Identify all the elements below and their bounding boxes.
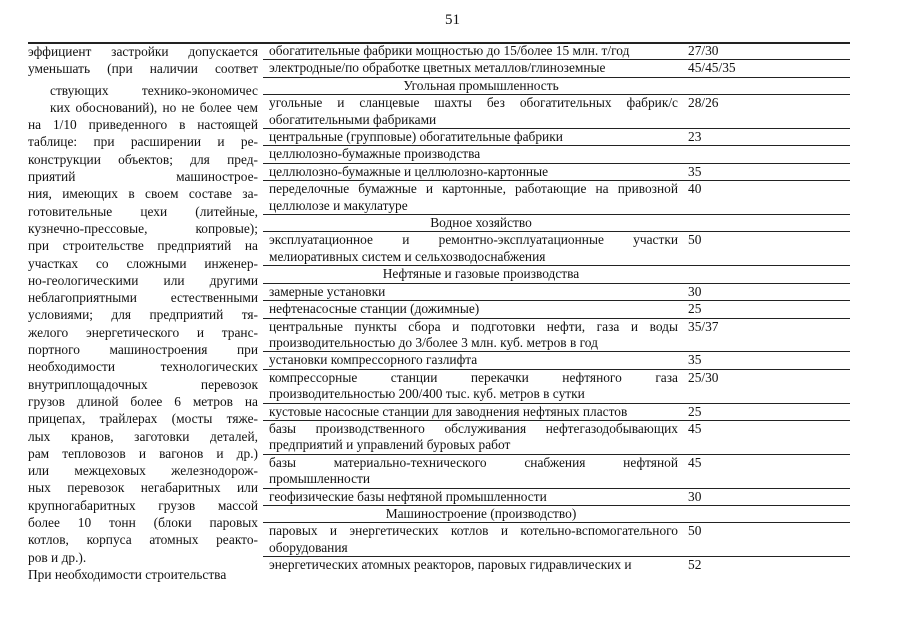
row-value: 45	[688, 454, 702, 470]
row-name: эксплуатационное и ремонтно-эксплуатационные участки мелиоративных систем и сельхозводоснабжения	[269, 232, 678, 264]
row-value: 35	[688, 163, 702, 179]
row-name: установки компрессорного газлифта	[269, 352, 478, 368]
row-value: 25/30	[688, 369, 719, 385]
left-text-line: желого энергетического и транс-	[28, 324, 258, 340]
regulation-table	[28, 42, 850, 582]
row-name: геофизические базы нефтяной промышленности	[269, 488, 547, 504]
table-row	[263, 523, 850, 557]
left-text-line: неблагоприятными естественными	[28, 290, 258, 306]
row-name: кустовые насосные станции для заводнения нефтяных пластов	[269, 403, 628, 419]
row-name: центральные (групповые) обогатительные фабрики	[269, 129, 563, 145]
table-row	[263, 181, 850, 215]
row-value: 35	[688, 352, 702, 368]
left-text-line: внутриплощадочных перевозок	[28, 376, 258, 392]
left-text-block	[28, 82, 258, 566]
table-row	[263, 301, 850, 318]
table-row	[263, 60, 850, 77]
row-name: обогатительные фабрики мощностью до 15/более 15 млн. т/год	[269, 43, 630, 58]
left-text-line: ких обоснований), но не более чем	[50, 99, 258, 115]
left-text-line: уменьшать (при наличии соответ	[28, 61, 258, 77]
left-text-line: котлов, корпуса атомных реакто-	[28, 532, 258, 548]
left-text-line: рам тепловозов и вагонов и др.)	[28, 445, 258, 461]
row-name: электродные/по обработке цветных металлов/глиноземные	[269, 60, 606, 76]
left-text-line: крупногабаритных грузов массой	[28, 497, 258, 513]
left-text-line: приятий машинострое-	[28, 169, 258, 185]
left-text-line: конструкции объектов; для пред-	[28, 151, 258, 167]
category-row	[263, 215, 850, 232]
category-name: Нефтяные и газовые производства	[382, 266, 580, 282]
left-text-line: более 10 тонн (блоки паровых	[28, 515, 258, 531]
category-name: Угольная промышленность	[403, 77, 559, 93]
row-name: нефтенасосные станции (дожимные)	[269, 301, 480, 317]
left-text-line: но-геологическими или другими	[28, 272, 258, 288]
row-name: угольные и сланцевые шахты без обогатительных фабрик/с обогатительными фабриками	[269, 95, 678, 127]
table-rows	[263, 43, 850, 574]
row-name: переделочные бумажные и картонные, работающие на привозной целлюлозе и макулатуре	[269, 181, 678, 213]
row-name: энергетических атомных реакторов, паровых гидравлических и	[269, 557, 632, 573]
left-text-line: условиями; для предприятий тя-	[28, 307, 258, 323]
category-row	[263, 78, 850, 95]
row-value: 35/37	[688, 318, 719, 334]
left-text-line: или межцеховых железнодорож-	[28, 463, 258, 479]
table-row	[263, 404, 850, 421]
category-name: Водное хозяйство	[430, 215, 532, 231]
row-name: центральные пункты сбора и подготовки нефти, газа и воды производительностью до 3/более 3 млн. куб. метров в год	[269, 318, 678, 350]
row-value: 28/26	[688, 95, 719, 111]
category-row	[263, 506, 850, 523]
left-text-line: при строительстве предприятий на	[28, 238, 258, 254]
table-row	[263, 232, 850, 266]
table-row	[263, 421, 850, 455]
row-value: 25	[688, 403, 702, 419]
left-text-line: ния, имеющих в своем составе за-	[28, 186, 258, 202]
category-row	[263, 266, 850, 283]
left-text-line: ных перевозок негабаритных или	[28, 480, 258, 496]
table-row	[263, 284, 850, 301]
table-row	[263, 319, 850, 353]
row-name: целлюлозно-бумажные и целлюлозно-картонные	[269, 163, 549, 179]
left-text-line: необходимости технологических	[28, 359, 258, 375]
row-name: паровых и энергетических котлов и котельно-вспомогательного оборудования	[269, 523, 678, 555]
left-text-line: портного машиностроения при	[28, 342, 258, 358]
left-text-line: таблице: при расширении и ре-	[28, 134, 258, 150]
left-text-line: грузов длиной более 6 метров на	[28, 393, 258, 409]
left-text-line: участках со сложными инженер-	[28, 255, 258, 271]
left-column-text	[28, 43, 258, 583]
table-row	[263, 352, 850, 369]
row-value: 45	[688, 420, 702, 436]
page-number: 51	[445, 12, 460, 28]
row-value: 30	[688, 488, 702, 504]
row-name: замерные установки	[269, 283, 386, 299]
row-name: компрессорные станции перекачки нефтяного газа производительностью 200/400 тыс. куб. метров в сутки	[269, 369, 678, 402]
table-row	[263, 489, 850, 506]
table-row	[263, 370, 850, 404]
table-row	[263, 95, 850, 129]
row-value: 40	[688, 181, 702, 197]
row-name: базы материально-технического снабжения нефтяной промышленности	[269, 454, 678, 487]
row-value: 45/45/35	[688, 60, 736, 76]
row-value: 50	[688, 523, 702, 539]
table-row	[263, 43, 850, 60]
left-text-line: готовительные цехи (литейные,	[28, 203, 258, 219]
row-name: целлюлозно-бумажные производства	[269, 146, 481, 162]
left-text-line: на 1/10 приведенного в настоящей	[28, 117, 258, 133]
row-name: базы производственного обслуживания нефтегазодобывающих предприятий и управлений буровых работ	[269, 420, 678, 453]
left-text-line: эффициент застройки допускается	[28, 44, 258, 59]
table-row	[263, 455, 850, 489]
table-row	[263, 129, 850, 146]
table-row	[263, 146, 850, 163]
row-value: 25	[688, 301, 702, 317]
row-value	[682, 146, 850, 162]
row-value: 27/30	[688, 43, 719, 58]
left-text-line: лых кранов, заготовки деталей,	[28, 428, 258, 444]
row-value: 50	[688, 232, 702, 248]
row-value: 30	[688, 283, 702, 299]
left-text-line: ров и др.).	[28, 549, 87, 565]
row-value: 23	[688, 129, 702, 145]
left-text-line: кузнечно-прессовые, копровые);	[28, 220, 258, 236]
category-name: Машиностроение (производство)	[385, 505, 577, 521]
left-text-line: прицепах, трайлерах (мосты тяже-	[28, 411, 258, 427]
left-text-line: ствующих технико-экономичес	[50, 82, 258, 98]
table-row	[263, 164, 850, 181]
table-row	[263, 557, 850, 573]
row-value: 52	[688, 557, 702, 573]
left-text-line: При необходимости строительства	[28, 566, 227, 582]
